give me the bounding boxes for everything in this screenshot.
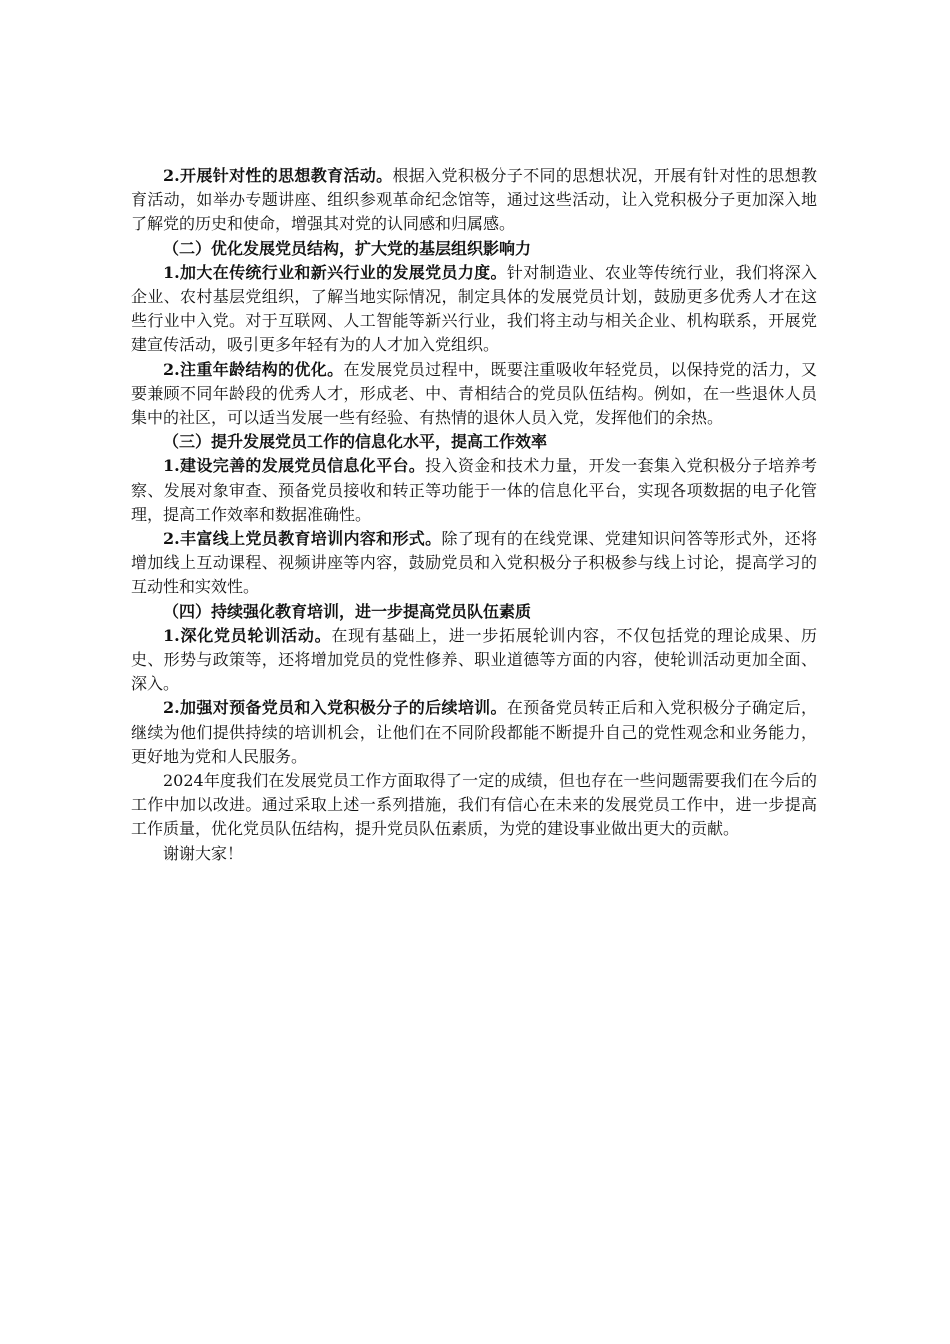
paragraph-industry-recruitment — [131, 261, 817, 358]
paragraph-lead: 2.丰富线上党员教育培训内容和形式。 — [163, 529, 442, 549]
paragraph-age-structure — [131, 358, 817, 431]
paragraph-lead: 2.加强对预备党员和入党积极分子的后续培训。 — [163, 698, 507, 718]
paragraph-info-platform — [131, 454, 817, 527]
paragraph-body: 在预备党员转正后和入党积极分子确定后，继续为他们提供持续的培训机会，让他们在不同阶段都能不断提升自己的党性观念和业务能力，更好地为党和人民服务。 — [131, 698, 817, 766]
paragraph-body: 针对制造业、农业等传统行业，我们将深入企业、农村基层党组织，了解当地实际情况，制定具体的发展党员计划，鼓励更多优秀人才在这些行业中入党。对于互联网、人工智能等新兴行业，我们将主动与相关企业、机构联系，开展党建宣传活动，吸引更多年轻有为的人才加入党组织。 — [131, 262, 817, 355]
paragraph-thought-education — [131, 164, 817, 237]
paragraph-body: 根据入党积极分子不同的思想状况，开展有针对性的思想教育活动，如举办专题讲座、组织参观革命纪念馆等，通过这些活动，让入党积极分子更加深入地了解党的历史和使命，增强其对党的认同感和归属感。 — [131, 166, 817, 234]
document-page — [131, 164, 817, 866]
paragraph-lead: 1.深化党员轮训活动。 — [163, 625, 332, 645]
paragraph-online-training — [131, 527, 817, 600]
paragraph-lead: 1.建设完善的发展党员信息化平台。 — [163, 456, 426, 476]
section-heading-3: （三）提升发展党员工作的信息化水平，提高工作效率 — [163, 432, 548, 452]
section-heading-4: （四）持续强化教育培训，进一步提高党员队伍素质 — [163, 601, 532, 621]
paragraph-thanks: 谢谢大家！ — [163, 843, 244, 863]
section-heading-2: （二）优化发展党员结构，扩大党的基层组织影响力 — [163, 238, 532, 258]
paragraph-followup-training — [131, 696, 817, 769]
paragraph-rotation-training — [131, 624, 817, 697]
paragraph-body: 在现有基础上，进一步拓展轮训内容，不仅包括党的理论成果、历史、形势与政策等，还将增加党员的党性修养、职业道德等方面的内容，使轮训活动更加全面、深入。 — [131, 625, 817, 694]
paragraph-body: 投入资金和技术力量，开发一套集入党积极分子培养考察、发展对象审查、预备党员接收和转正等功能于一体的信息化平台，实现各项数据的电子化管理，提高工作效率和数据准确性。 — [131, 456, 817, 524]
paragraph-lead: 1.加大在传统行业和新兴行业的发展党员力度。 — [163, 262, 507, 282]
paragraph-body: 除了现有的在线党课、党建知识问答等形式外，还将增加线上互动课程、视频讲座等内容，鼓励党员和入党积极分子积极参与线上讨论，提高学习的互动性和实效性。 — [131, 529, 817, 597]
paragraph-lead: 2.开展针对性的思想教育活动。 — [163, 166, 393, 185]
paragraph-conclusion: 2024年度我们在发展党员工作方面取得了一定的成绩，但也存在一些问题需要我们在今后的工作中加以改进。通过采取上述一系列措施，我们有信心在未来的发展党员工作中，进一步提高工作质量，优化党员队伍结构，提升党员队伍素质，为党的建设事业做出更大的贡献。 — [131, 771, 817, 839]
paragraph-lead: 2.注重年龄结构的优化。 — [163, 359, 344, 379]
paragraph-body: 在发展党员过程中，既要注重吸收年轻党员，以保持党的活力，又要兼顾不同年龄段的优秀人才，形成老、中、青相结合的党员队伍结构。例如，在一些退休人员集中的社区，可以适当发展一些有经验、有热情的退休人员入党，发挥他们的余热。 — [131, 359, 817, 428]
